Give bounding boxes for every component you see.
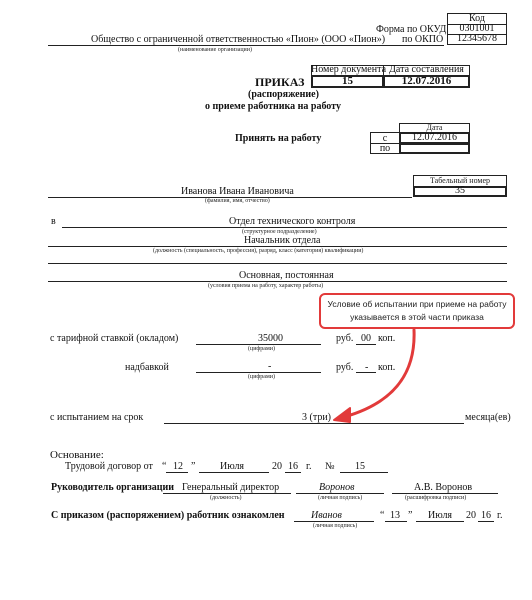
contract-quote-open: “	[162, 461, 167, 472]
ack-day-line	[385, 521, 407, 522]
contract-month: Июля	[220, 461, 245, 472]
ack-label: С приказом (распоряжением) работник ознакомлен	[51, 510, 285, 521]
salary-caption: (цифрами)	[248, 346, 275, 352]
contract-num-label: №	[325, 461, 335, 472]
bonus-line	[196, 372, 321, 373]
bonus-kop-value: -	[365, 362, 369, 373]
salary-kop: коп.	[378, 333, 396, 344]
ack-year: 16	[481, 510, 491, 521]
probation-line	[164, 423, 464, 424]
position-line	[48, 246, 507, 247]
contract-day: 12	[173, 461, 183, 472]
probation-label: с испытанием на срок	[50, 412, 144, 423]
contract-year-line	[285, 472, 301, 473]
ack-quote-close: ”	[408, 510, 413, 521]
doc-date-label: Дата составления	[389, 64, 464, 75]
probation-value: 3 (три)	[302, 412, 332, 423]
conditions-line	[48, 281, 507, 282]
head-position-line	[163, 493, 291, 494]
probation-unit: месяца(ев)	[465, 412, 511, 423]
tab-number-value: 35	[455, 185, 465, 196]
contract-num: 15	[355, 461, 365, 472]
head-decode-line	[392, 493, 498, 494]
tab-number-header: Табельный номер	[429, 176, 491, 185]
contract-day-line	[166, 472, 188, 473]
salary-rub: руб.	[336, 333, 354, 344]
department-value: Отдел технического контроля	[229, 216, 356, 227]
position-line-2	[48, 263, 507, 264]
order-topic: о приеме работника на работу	[205, 101, 341, 112]
ack-year-line	[478, 521, 494, 522]
org-line	[48, 45, 444, 46]
okpo-value: 12345678	[457, 33, 497, 44]
salary-kop-line	[356, 344, 376, 345]
org-caption: (наименование организации)	[178, 47, 252, 53]
hire-to-cell	[399, 143, 470, 154]
department-caption: (структурное подразделение)	[242, 229, 317, 235]
basis-label: Основание:	[50, 449, 104, 461]
salary-line	[196, 344, 321, 345]
conditions-caption: (условия приема на работу, характер работы)	[208, 283, 324, 289]
hire-from-label: с	[382, 133, 388, 144]
ack-quote-open: “	[380, 510, 385, 521]
ack-month-line	[416, 521, 464, 522]
order-title: ПРИКАЗ	[255, 75, 305, 89]
okud-label: Форма по ОКУД	[376, 24, 447, 35]
bonus-kop: коп.	[378, 362, 396, 373]
bonus-label: надбавкой	[125, 362, 169, 373]
department-prefix: в	[51, 216, 56, 227]
doc-date-value: 12.07.2016	[401, 75, 452, 87]
contract-year: 16	[288, 461, 298, 472]
head-position-caption: (должность)	[210, 495, 242, 501]
order-subtitle: (распоряжение)	[248, 89, 319, 100]
ack-month: Июля	[428, 510, 453, 521]
contract-year-prefix: 20	[272, 461, 282, 472]
employee-name-caption: (фамилия, имя, отчество)	[205, 198, 270, 204]
contract-month-line	[199, 472, 269, 473]
contract-quote-close: ”	[191, 461, 196, 472]
ack-signature-line	[294, 521, 374, 522]
okpo-label: по ОКПО	[402, 34, 444, 45]
hire-label: Принять на работу	[235, 133, 322, 144]
head-signature-caption: (личная подпись)	[318, 495, 363, 501]
okud-value: 0301001	[459, 23, 495, 34]
employee-name: Иванова Ивана Ивановича	[181, 186, 294, 197]
salary-label: с тарифной ставкой (окладом)	[50, 333, 179, 344]
ack-year-suffix: г.	[497, 510, 503, 521]
position-value: Начальник отдела	[244, 235, 321, 246]
conditions-value: Основная, постоянная	[239, 270, 334, 281]
ack-signature: Иванов	[311, 510, 342, 521]
head-decode: А.В. Воронов	[414, 482, 473, 493]
bonus-value: -	[268, 361, 272, 372]
head-label: Руководитель организации	[51, 482, 175, 493]
contract-label: Трудовой договор от	[65, 461, 153, 472]
contract-num-line	[340, 472, 388, 473]
salary-kop-value: 00	[361, 333, 371, 344]
callout-line-1: Условие об испытании при приеме на работу	[327, 299, 507, 309]
doc-number-label: Номер документа	[311, 64, 387, 75]
bonus-rub: руб.	[336, 362, 354, 373]
callout-line-2: указывается в этой части приказа	[350, 312, 484, 322]
head-signature: Воронов	[319, 482, 355, 493]
hire-from-value: 12.07.2016	[412, 132, 457, 143]
head-decode-caption: (расшифровка подписи)	[405, 495, 467, 501]
ack-signature-caption: (личная подпись)	[313, 523, 358, 529]
org-name: Общество с ограниченной ответственностью «Пион» (ООО «Пион»)	[91, 34, 386, 45]
ack-year-prefix: 20	[466, 510, 476, 521]
hire-date-header: Дата	[426, 123, 443, 132]
salary-value: 35000	[258, 333, 283, 344]
hire-to-label: по	[379, 143, 391, 154]
department-line	[62, 227, 507, 228]
code-header: Код	[469, 13, 485, 24]
doc-number-value: 15	[342, 75, 353, 87]
contract-year-suffix: г.	[306, 461, 312, 472]
head-position: Генеральный директор	[182, 482, 280, 493]
ack-day: 13	[390, 510, 400, 521]
bonus-caption: (цифрами)	[248, 374, 275, 380]
head-signature-line	[296, 493, 384, 494]
bonus-kop-line	[356, 372, 376, 373]
position-caption: (должность (специальность, профессия), разряд, класс (категория) квалификации)	[153, 248, 364, 254]
